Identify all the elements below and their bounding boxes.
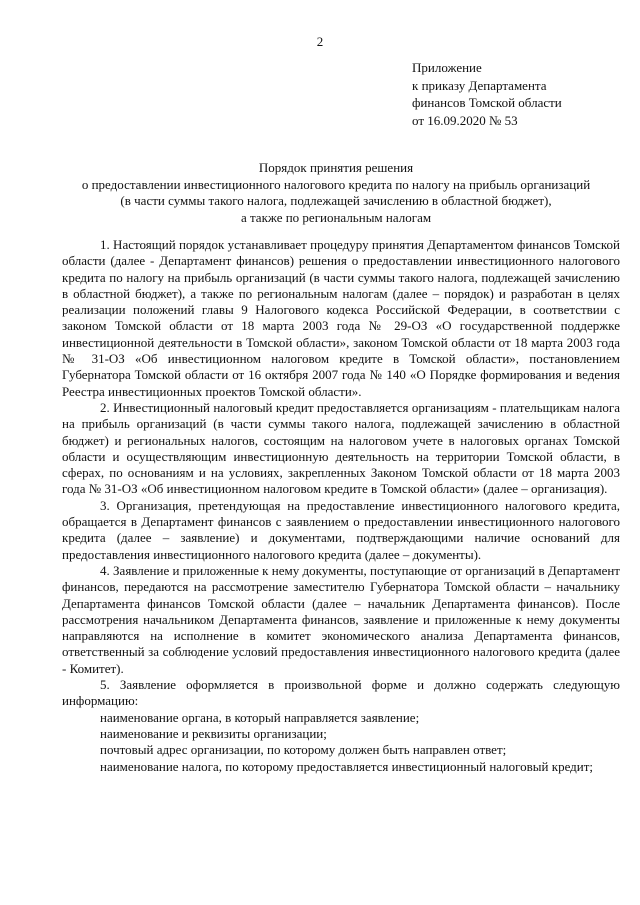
list-item: наименование налога, по которому предоставляется инвестиционный налоговый кредит;	[100, 758, 594, 774]
list-item: наименование органа, в который направляется заявление;	[100, 709, 420, 725]
paragraph-2: 2. Инвестиционный налоговый кредит предоставляется организациям - плательщикам налога на прибыль организаций (в части суммы такого налога, подлежащей зачислению в областной бюджет) и региональных налогов, состоящим на налоговом учете в налоговых органах Томской области и осуществляющим инвестиционную деятельность на территории Томской области, в сферах, по основаниям и на условиях, закрепленных Законом Томской области от 18 марта 2003 года № 31-ОЗ «Об инвестиционном налоговом кредите в Томской области» (далее – организация).	[62, 399, 620, 497]
title-line: о предоставлении инвестиционного налогового кредита по налогу на прибыль организаций	[81, 176, 591, 192]
appendix-line: финансов Томской области	[412, 95, 562, 110]
appendix-line: Приложение	[412, 60, 482, 75]
title-line: а также по региональным налогам	[240, 209, 432, 225]
title-line: Порядок принятия решения	[258, 160, 414, 175]
list-item: почтовый адрес организации, по которому должен быть направлен ответ;	[100, 742, 507, 758]
page-number: 2	[316, 34, 324, 49]
document-title	[52, 160, 620, 226]
appendix-line: от 16.09.2020 № 53	[412, 112, 518, 128]
document-body	[62, 237, 620, 775]
paragraph-5: 5. Заявление оформляется в произвольной форме и должно содержать следующую информацию:	[62, 677, 620, 709]
list-item: наименование и реквизиты организации;	[100, 725, 327, 741]
appendix-header	[412, 59, 622, 129]
paragraph-4: 4. Заявление и приложенные к нему документы, поступающие от организаций в Департамент финансов, передаются на рассмотрение заместителю Губернатора Томской области – начальнику Департамента финансов Томской области (далее – начальник Департамента финансов). После рассмотрения начальником Департамента финансов, заявление и приложенные к нему документы направляются на исполнение в комитет экономического анализа Департамента финансов, ответственный за соблюдение условий предоставления инвестиционного налогового кредита (далее - Комитет).	[62, 562, 620, 676]
appendix-line: к приказу Департамента	[412, 77, 547, 93]
paragraph-3: 3. Организация, претендующая на предоставление инвестиционного налогового кредита, обращается в Департамент финансов с заявлением о предоставлении инвестиционного налогового кредита (далее – заявление) и документами, подтверждающими наличие оснований для предоставления инвестиционного налогового кредита (далее – документы).	[62, 497, 620, 562]
title-line: (в части суммы такого налога, подлежащей зачислению в областной бюджет),	[120, 193, 552, 208]
paragraph-1: 1. Настоящий порядок устанавливает процедуру принятия Департаментом финансов Томской области (далее - Департамент финансов) решения о предоставлении инвестиционного налогового кредита по налогу на прибыль организаций (в части суммы такого налога, подлежащей зачислению в областной бюджет), а также по региональным налогам (далее – порядок) и разработан в целях реализации положений главы 9 Налогового кодекса Российской Федерации, в соответствии с законом Томской области от 18 марта 2003 года № 29-ОЗ «О государственной поддержке инвестиционной деятельности в Томской области», законом Томской области от 18 марта 2003 года № 31-ОЗ «Об инвестиционном налоговом кредите в Томской области», постановлением Губернатора Томской области от 16 октября 2007 года № 140 «О Порядке формирования и ведения Реестра инвестиционных проектов Томской области».	[62, 237, 620, 399]
